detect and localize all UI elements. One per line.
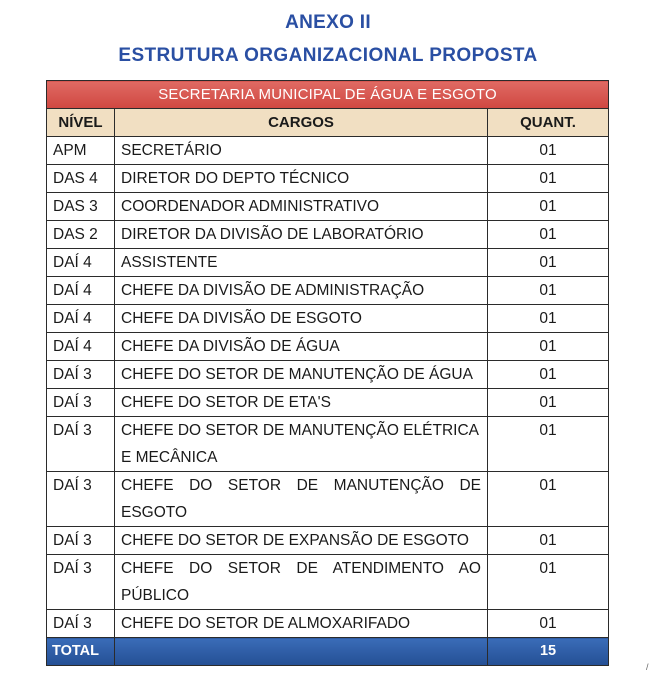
total-row xyxy=(47,638,609,666)
row-nivel: DAS 2 xyxy=(47,221,115,249)
row-quant: 01 xyxy=(488,527,609,555)
row-cargo: CHEFE DA DIVISÃO DE ADMINISTRAÇÃO xyxy=(115,277,488,305)
row-quant: 01 xyxy=(488,305,609,333)
row-quant: 01 xyxy=(488,221,609,249)
table-row xyxy=(47,527,609,555)
document-subtitle: ESTRUTURA ORGANIZACIONAL PROPOSTA xyxy=(118,45,538,66)
row-nivel: DAÍ 4 xyxy=(47,305,115,333)
table-row xyxy=(47,249,609,277)
table-row xyxy=(47,555,609,610)
table-row xyxy=(47,137,609,165)
row-quant: 01 xyxy=(488,389,609,417)
row-nivel: APM xyxy=(47,137,115,165)
column-header-cargos: CARGOS xyxy=(115,109,488,137)
table-row xyxy=(47,193,609,221)
total-spacer xyxy=(115,638,488,666)
row-cargo: CHEFE DO SETOR DE MANUTENÇÃO ELÉTRICA E MECÂNICA xyxy=(115,417,488,472)
row-cargo: CHEFE DO SETOR DE ALMOXARIFADO xyxy=(115,610,488,638)
table-body xyxy=(47,137,609,638)
row-nivel: DAÍ 4 xyxy=(47,249,115,277)
scan-mark: / xyxy=(646,662,649,672)
row-nivel: DAÍ 3 xyxy=(47,610,115,638)
department-header-row xyxy=(47,81,609,109)
row-cargo: CHEFE DA DIVISÃO DE ESGOTO xyxy=(115,305,488,333)
table-row xyxy=(47,389,609,417)
row-cargo: CHEFE DO SETOR DE MANUTENÇÃO DE ÁGUA xyxy=(115,361,488,389)
column-header-nivel: NÍVEL xyxy=(47,109,115,137)
row-quant: 01 xyxy=(488,472,609,527)
row-nivel: DAÍ 3 xyxy=(47,472,115,527)
annex-title: ANEXO II xyxy=(285,12,371,33)
row-quant: 01 xyxy=(488,417,609,472)
row-nivel: DAÍ 3 xyxy=(47,555,115,610)
row-cargo: CHEFE DA DIVISÃO DE ÁGUA xyxy=(115,333,488,361)
row-quant: 01 xyxy=(488,249,609,277)
table-row xyxy=(47,610,609,638)
row-cargo: CHEFE DO SETOR DE ETA'S xyxy=(115,389,488,417)
row-nivel: DAÍ 4 xyxy=(47,277,115,305)
row-cargo: CHEFE DO SETOR DE EXPANSÃO DE ESGOTO xyxy=(115,527,488,555)
row-cargo: DIRETOR DA DIVISÃO DE LABORATÓRIO xyxy=(115,221,488,249)
table-row xyxy=(47,417,609,472)
row-cargo: SECRETÁRIO xyxy=(115,137,488,165)
row-quant: 01 xyxy=(488,333,609,361)
table-row xyxy=(47,165,609,193)
organizational-structure-table xyxy=(46,80,609,666)
row-nivel: DAS 4 xyxy=(47,165,115,193)
row-quant: 01 xyxy=(488,193,609,221)
row-nivel: DAÍ 4 xyxy=(47,333,115,361)
table-row xyxy=(47,361,609,389)
column-header-row xyxy=(47,109,609,137)
row-cargo: CHEFE DO SETOR DE ATENDIMENTO AO PÚBLICO xyxy=(115,555,488,610)
row-nivel: DAÍ 3 xyxy=(47,527,115,555)
column-header-quant: QUANT. xyxy=(488,109,609,137)
row-nivel: DAÍ 3 xyxy=(47,361,115,389)
row-quant: 01 xyxy=(488,165,609,193)
row-nivel: DAÍ 3 xyxy=(47,389,115,417)
table-row xyxy=(47,472,609,527)
row-cargo: DIRETOR DO DEPTO TÉCNICO xyxy=(115,165,488,193)
department-name: SECRETARIA MUNICIPAL DE ÁGUA E ESGOTO xyxy=(47,81,609,109)
row-cargo: ASSISTENTE xyxy=(115,249,488,277)
row-nivel: DAÍ 3 xyxy=(47,417,115,472)
table-row xyxy=(47,333,609,361)
total-label: TOTAL xyxy=(47,638,115,666)
table-row xyxy=(47,221,609,249)
row-quant: 01 xyxy=(488,137,609,165)
table-row xyxy=(47,305,609,333)
row-quant: 01 xyxy=(488,277,609,305)
total-quant: 15 xyxy=(488,638,609,666)
table-row xyxy=(47,277,609,305)
row-quant: 01 xyxy=(488,361,609,389)
row-quant: 01 xyxy=(488,555,609,610)
row-quant: 01 xyxy=(488,610,609,638)
row-nivel: DAS 3 xyxy=(47,193,115,221)
row-cargo: CHEFE DO SETOR DE MANUTENÇÃO DE ESGOTO xyxy=(115,472,488,527)
row-cargo: COORDENADOR ADMINISTRATIVO xyxy=(115,193,488,221)
